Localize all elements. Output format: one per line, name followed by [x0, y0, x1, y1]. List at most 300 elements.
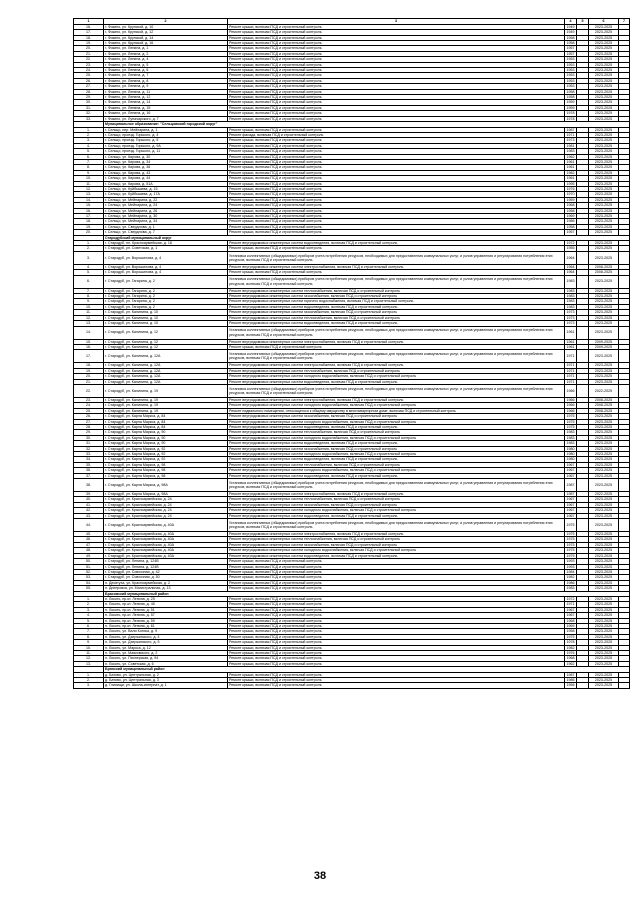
work-type-cell: Ремонт крыши, включая ПСД и строительный контроль: [228, 154, 565, 159]
row-number: 1.: [74, 127, 104, 132]
period-cell: 2022-2025: [589, 384, 619, 397]
row-number: 8.: [74, 165, 104, 170]
period-cell: 2023-2025: [589, 575, 619, 580]
address-cell: г. Стародуб, ул. Калинина, д. 12А: [104, 374, 228, 379]
address-cell: г. Сельцо, ул. Свердлова, д. 1: [104, 224, 228, 229]
period-cell: 2023-2025: [589, 532, 619, 537]
address-cell: г. Фокино, ул. Ленина, д. 12: [104, 95, 228, 100]
work-type-cell: Установка коллективных (общедомовых) приборов учета потребления ресурсов, необходимых для предоставления коммунальных услуг, и узлов управления и регулирования потребления этих ресурсов, включая ПСД и строительный контроль: [228, 251, 565, 264]
section-title: Брянский муниципальный район: [104, 667, 630, 672]
year-cell: 1986: [566, 678, 575, 683]
address-cell: г. Стародуб, ул. Советская, д. 1: [104, 246, 228, 251]
period-cell: 2023-2025: [589, 497, 619, 502]
work-type-cell: Ремонт крыши, включая ПСД и строительный контроль: [228, 170, 565, 175]
year-cell: 1962: [566, 154, 575, 159]
work-type-cell: Ремонт крыши, включая ПСД и строительный контроль: [228, 613, 565, 618]
address-cell: г. Стародуб, ул. Красноармейская, д. 40А: [104, 553, 228, 558]
year-cell: 1983: [566, 288, 575, 293]
address-cell: г. Сельцо, ул. Мейпарина, д. 26: [104, 208, 228, 213]
work-type-cell: Ремонт крыши, включая ПСД и строительный контроль: [228, 596, 565, 601]
row-number: 25.: [74, 408, 104, 413]
work-type-cell: Ремонт крыши, включая ПСД и строительный контроль: [228, 683, 565, 688]
row-number: 12.: [74, 315, 104, 320]
year-cell: 1961: [566, 344, 575, 349]
address-cell: г. Сельцо, ул. Кирова, д. 51А: [104, 181, 228, 186]
address-cell: г. Стародуб, ул. Ворошилова, д. 4: [104, 270, 228, 275]
period-cell: 2023-2025: [589, 502, 619, 507]
period-cell: 2023-2025: [589, 661, 619, 666]
row-number: 3.: [74, 251, 104, 264]
period-cell: 2023-2025: [589, 623, 619, 628]
empty-cell: [619, 384, 630, 397]
row-number: 6.: [74, 275, 104, 288]
work-type-cell: Ремонт крыши, включая ПСД и строительный контроль: [228, 602, 565, 607]
year-cell: 1975: [566, 424, 575, 429]
address-cell: г. Стародуб, ул. Калинина, д. 10: [104, 310, 228, 315]
address-cell: г. Стародуб, ул. Гагарина, д. 2: [104, 275, 228, 288]
row-number: 22.: [74, 57, 104, 62]
row-number: 28.: [74, 89, 104, 94]
year-cell: 1958: [566, 629, 575, 634]
work-type-cell: Ремонт внутридомовых инженерных систем водоотведения, включая ПСД и строительный контроль: [228, 321, 565, 326]
year-cell: 1975: [566, 548, 575, 553]
year-cell: 1959: [566, 105, 575, 110]
table-row: [74, 350, 630, 363]
period-cell: 2023-2025: [589, 569, 619, 574]
year-cell: 1983: [566, 294, 575, 299]
address-cell: г. Стародуб, ул. Калинина, д. 10: [104, 315, 228, 320]
period-cell: 2023-2025: [589, 214, 619, 219]
address-cell: г. Стародуб, ул. Гагарина, д. 2: [104, 304, 228, 309]
year-cell: 1958: [566, 208, 575, 213]
col-header-5: 5: [577, 19, 589, 25]
row-number: 11.: [74, 310, 104, 315]
period-cell: 2008-2025: [589, 408, 619, 413]
work-type-cell: Установка коллективных (общедомовых) приборов учета потребления ресурсов, необходимых для предоставления коммунальных услуг, и узлов управления и регулирования потребления этих ресурсов, включая ПСД и строительный контроль: [228, 275, 565, 288]
year-cell: 1987: [566, 492, 575, 497]
address-cell: г. Сельцо, ул. Мейпарина, д. 34: [104, 219, 228, 224]
work-type-cell: Ремонт внутридомовых инженерных систем водоотведения, включая ПСД и строительный контроль: [228, 473, 565, 478]
row-number: 23.: [74, 62, 104, 67]
address-cell: п. Локоть, пр-кт. Ленина, д. 45: [104, 602, 228, 607]
row-number: 52.: [74, 569, 104, 574]
address-cell: г. Стародуб, ул. Красноармейская, д. 24: [104, 497, 228, 502]
year-cell: 1953: [566, 78, 575, 83]
row-number: 19.: [74, 41, 104, 46]
work-type-cell: Ремонт внутридомовых инженерных систем газоснабжения, включая ПСД и строительный контроль: [228, 294, 565, 299]
work-type-cell: Ремонт внутридомовых инженерных систем электроснабжения, включая ПСД и строительный контроль: [228, 363, 565, 368]
work-type-cell: Ремонт крыши, включая ПСД и строительный контроль: [228, 651, 565, 656]
year-cell: 1982: [566, 170, 575, 175]
work-type-cell: Ремонт крыши, включая ПСД и строительный контроль: [228, 270, 565, 275]
period-cell: 2023-2025: [589, 224, 619, 229]
work-type-cell: Ремонт подвального помещения, относящегося к общему имуществу в многоквартирном доме, включая ПСД и строительный контроль: [228, 408, 565, 413]
work-type-cell: Ремонт крыши, включая ПСД и строительный контроль: [228, 230, 565, 235]
period-cell: 2023-2025: [589, 350, 619, 363]
period-cell: 2023-2025: [589, 542, 619, 547]
row-number: 51.: [74, 564, 104, 569]
period-cell: 2023-2025: [589, 414, 619, 419]
row-number: 18.: [74, 363, 104, 368]
period-cell: 2023-2025: [589, 68, 619, 73]
row-number: 3.: [74, 138, 104, 143]
period-cell: 2023-2025: [589, 683, 619, 688]
row-number: 13.: [74, 661, 104, 666]
work-type-cell: Ремонт крыши, включая ПСД и строительный контроль: [228, 95, 565, 100]
work-type-cell: Ремонт внутридомовых инженерных систем теплоснабжения, включая ПСД и строительный контроль: [228, 315, 565, 320]
address-cell: г. Стародуб, ул. Красноармейская, д. 40А: [104, 548, 228, 553]
period-cell: 2023-2025: [589, 230, 619, 235]
address-cell: п. Локоть, пр-кт. Ленина, д. 57: [104, 613, 228, 618]
period-cell: 2008-2025: [589, 403, 619, 408]
section-title: Брасовский муниципальный район: [104, 591, 630, 596]
row-number: 28.: [74, 424, 104, 429]
period-cell: 2023-2025: [589, 203, 619, 208]
address-cell: г. Сельцо, ул. Кирова, д. 43: [104, 170, 228, 175]
work-type-cell: Ремонт внутридомовых инженерных систем водоотведения, включая ПСД и строительный контроль: [228, 304, 565, 309]
work-type-cell: Ремонт фасада, включая ПСД и строительный контроль: [228, 132, 565, 137]
col-header-1: 1: [74, 19, 104, 25]
empty-cell: [577, 519, 589, 532]
row-number: 26.: [74, 78, 104, 83]
year-cell: 1961: [566, 339, 575, 344]
address-cell: п. Локоть, ул. Советская, д. 6: [104, 661, 228, 666]
year-cell: 1967: [566, 508, 575, 513]
work-type-cell: Ремонт крыши, включая ПСД и строительный контроль: [228, 149, 565, 154]
period-cell: 2022-2025: [589, 492, 619, 497]
work-type-cell: Ремонт крыши, включая ПСД и строительный контроль: [228, 607, 565, 612]
year-cell: 1971: [566, 379, 575, 384]
row-number: 27.: [74, 419, 104, 424]
work-type-cell: Ремонт внутридомовых инженерных систем водоотведения, включая ПСД и строительный контроль: [228, 379, 565, 384]
row-number: 16.: [74, 208, 104, 213]
year-cell: 1972: [566, 241, 575, 246]
year-cell: 1964: [565, 251, 577, 264]
year-cell: 1993: [566, 564, 575, 569]
address-cell: г. Стародуб, ул. Карла Маркса, д. 98: [104, 462, 228, 467]
period-cell: 2023-2025: [589, 473, 619, 478]
address-cell: п. Локоть, ул. Маяковского, д. 2: [104, 651, 228, 656]
period-cell: 2023-2025: [589, 629, 619, 634]
row-number: 1.: [74, 672, 104, 677]
row-number: 17.: [74, 30, 104, 35]
row-number: 31.: [74, 441, 104, 446]
empty-cell: [619, 350, 630, 363]
year-cell: 1968: [566, 203, 575, 208]
work-type-cell: Ремонт крыши, включая ПСД и строительный контроль: [228, 203, 565, 208]
work-type-cell: Ремонт крыши, включая ПСД и строительный контроль: [228, 111, 565, 116]
work-type-cell: Ремонт крыши, включая ПСД и строительный контроль: [228, 68, 565, 73]
address-cell: г. Фокино, ул. Ленина, д. 11: [104, 89, 228, 94]
year-cell: 1982: [566, 645, 575, 650]
year-cell: 1962: [566, 661, 575, 666]
period-cell: 2023-2025: [589, 192, 619, 197]
period-cell: 2023-2025: [589, 84, 619, 89]
period-cell: 2023-2025: [589, 294, 619, 299]
address-cell: г. Стародуб, ул. Калинина, д. 19: [104, 403, 228, 408]
year-cell: 1958: [566, 41, 575, 46]
year-cell: 1972: [566, 596, 575, 601]
work-type-cell: Ремонт крыши, включая ПСД и строительный контроль: [228, 159, 565, 164]
address-cell: г. Сельцо, ул. Кирова, д. 36: [104, 165, 228, 170]
address-cell: п. Локоть, ул. Вали Котика, д. 9: [104, 629, 228, 634]
address-cell: г. Стародуб, ул. Карла Маркса, д. 98А: [104, 492, 228, 497]
period-cell: 2023-2025: [589, 181, 619, 186]
period-cell: 2023-2025: [589, 143, 619, 148]
address-cell: г. Стародуб, ул. Ленина, д. 124В: [104, 564, 228, 569]
address-cell: г. Стародуб, ул. Совхозная, д. 42: [104, 569, 228, 574]
row-number: 50.: [74, 559, 104, 564]
row-number: 14.: [74, 197, 104, 202]
period-cell: 2023-2025: [589, 138, 619, 143]
year-cell: 1995: [566, 181, 575, 186]
row-number: 16.: [74, 24, 104, 29]
period-cell: 2023-2025: [589, 51, 619, 56]
empty-cell: [619, 683, 630, 688]
table-row: [74, 384, 630, 397]
work-type-cell: Ремонт внутридомовых инженерных систем теплоснабжения, включая ПСД и строительный контроль: [228, 462, 565, 467]
row-number: 39.: [74, 492, 104, 497]
year-cell: 1983: [566, 586, 575, 591]
year-cell: 1959: [566, 197, 575, 202]
period-cell: 2023-2025: [589, 424, 619, 429]
row-number: 12.: [74, 656, 104, 661]
address-cell: г. Стародуб, ул. Ворошилова, д. 4: [104, 264, 228, 269]
period-cell: 2023-2025: [589, 111, 619, 116]
year-cell: 1967: [566, 607, 575, 612]
section-title: Стародубский муниципальный округ: [104, 235, 630, 240]
year-cell: 1973: [566, 310, 575, 315]
period-cell: 2023-2025: [589, 326, 619, 339]
empty-cell: [577, 326, 589, 339]
year-cell: 1968: [566, 618, 575, 623]
address-cell: г. Сельцо, ул. Мейпарина, д. 24: [104, 203, 228, 208]
address-cell: г. Фокино, ул. Ленина, д. 4: [104, 57, 228, 62]
table-row: [74, 275, 630, 288]
work-type-cell: Ремонт крыши, включая ПСД и строительный контроль: [228, 51, 565, 56]
year-cell: 1971: [566, 374, 575, 379]
period-cell: 2023-2025: [589, 46, 619, 51]
work-type-cell: Ремонт внутридомовых инженерных систем электроснабжения, включая ПСД и строительный контроль: [228, 492, 565, 497]
work-type-cell: Ремонт крыши, включая ПСД и строительный контроль: [228, 208, 565, 213]
work-type-cell: Ремонт внутридомовых инженерных систем электроснабжения, включая ПСД и строительный контроль: [228, 339, 565, 344]
work-type-cell: Ремонт внутридомовых инженерных систем горячего водоснабжения, включая ПСД и строительный контроль: [228, 299, 565, 304]
year-cell: 1958: [566, 224, 575, 229]
year-cell: 1967: [566, 613, 575, 618]
address-cell: г. Сельцо, пер. Мейпарина, д. 1: [104, 127, 228, 132]
period-cell: 2023-2025: [589, 537, 619, 542]
row-number: 7.: [74, 159, 104, 164]
address-cell: г. Стародуб, ул. Гагарина, д. 2: [104, 299, 228, 304]
year-cell: 1969: [566, 623, 575, 628]
work-type-cell: Ремонт крыши, включая ПСД и строительный контроль: [228, 656, 565, 661]
address-cell: г. Стародуб, ул. Карла Маркса, д. 98: [104, 473, 228, 478]
period-cell: 2023-2025: [589, 100, 619, 105]
address-cell: г. Стародуб, ул. Ворошилова, д. 4: [104, 251, 228, 264]
row-number: 37.: [74, 473, 104, 478]
work-type-cell: Ремонт внутридомовых инженерных систем холодного водоснабжения, включая ПСД и строительный контроль: [228, 452, 565, 457]
address-cell: г. Стародуб, ул. Красноармейская, д. 40А: [104, 542, 228, 547]
row-number: 20.: [74, 230, 104, 235]
row-number: 47.: [74, 542, 104, 547]
address-cell: п. Локоть, пр-кт. Ленина, д. 25: [104, 596, 228, 601]
work-type-cell: Ремонт крыши, включая ПСД и строительный контроль: [228, 186, 565, 191]
work-type-cell: Ремонт крыши, включая ПСД и строительный контроль: [228, 89, 565, 94]
row-number: 1.: [74, 241, 104, 246]
work-type-cell: Ремонт крыши, включая ПСД и строительный контроль: [228, 84, 565, 89]
table-row: [74, 479, 630, 492]
address-cell: г. Сельцо, ул. Куйбышева, д. 17А: [104, 192, 228, 197]
row-number: 10.: [74, 176, 104, 181]
work-type-cell: Ремонт крыши, включая ПСД и строительный контроль: [228, 214, 565, 219]
year-cell: 1980: [566, 446, 575, 451]
row-number: 45.: [74, 532, 104, 537]
period-cell: 2023-2025: [589, 379, 619, 384]
row-number: 23.: [74, 397, 104, 402]
period-cell: 2023-2025: [589, 73, 619, 78]
work-type-cell: Ремонт крыши, включая ПСД и строительный контроль: [228, 143, 565, 148]
address-cell: г. Фокино, ул. Крупской, д. 14: [104, 35, 228, 40]
work-type-cell: Ремонт крыши, включая ПСД и строительный контроль: [228, 580, 565, 585]
year-cell: 1975: [566, 634, 575, 639]
year-cell: 1958: [566, 95, 575, 100]
year-cell: 1953: [566, 62, 575, 67]
period-cell: 2023-2025: [589, 89, 619, 94]
address-cell: п. Локоть, пр-кт. Ленина, д. 51: [104, 607, 228, 612]
work-type-cell: Ремонт крыши, включая ПСД и строительный контроль: [228, 41, 565, 46]
period-cell: 2023-2025: [589, 219, 619, 224]
row-number: 24.: [74, 68, 104, 73]
row-number: 25.: [74, 73, 104, 78]
year-cell: 1975: [566, 532, 575, 537]
empty-cell: [577, 350, 589, 363]
row-number: 15.: [74, 203, 104, 208]
row-number: 24.: [74, 403, 104, 408]
work-type-cell: Ремонт крыши, включая ПСД и строительный контроль: [228, 46, 565, 51]
work-type-cell: Установка коллективных (общедомовых) приборов учета потребления ресурсов, необходимых для предоставления коммунальных услуг, и узлов управления и регулирования потребления этих ресурсов, включая ПСД и строительный контроль: [228, 479, 565, 492]
row-number: 27.: [74, 84, 104, 89]
period-cell: 2023-2025: [589, 154, 619, 159]
address-cell: г. Сельцо, проезд. Горького, д. 5: [104, 138, 228, 143]
address-cell: г. Стародуб, ул. Карла Маркса, д. 92: [104, 446, 228, 451]
period-cell: 2023-2025: [589, 57, 619, 62]
year-cell: 1955: [566, 246, 575, 251]
table-row: [74, 251, 630, 264]
row-number: 10.: [74, 645, 104, 650]
address-cell: г. Стародуб, ул. Ленина, д. 124В: [104, 559, 228, 564]
empty-cell: [619, 275, 630, 288]
table-row: [74, 683, 630, 688]
work-type-cell: Ремонт крыши, включая ПСД и строительный контроль: [228, 344, 565, 349]
row-number: 18.: [74, 219, 104, 224]
year-cell: 1961: [566, 159, 575, 164]
address-cell: г. Фокино, ул. Ленина, д. 14: [104, 100, 228, 105]
repair-program-table: [73, 18, 630, 689]
period-cell: 2023-2025: [589, 159, 619, 164]
address-cell: г. Стародуб, ул. Калинина, д. 12: [104, 344, 228, 349]
year-cell: 1975: [566, 542, 575, 547]
address-cell: г. Стародуб, ул. Гагарина, д. 2: [104, 294, 228, 299]
period-cell: 2023-2025: [589, 251, 619, 264]
row-number: 2.: [74, 678, 104, 683]
address-cell: г. Стародуб, ул. Калинина, д. 12: [104, 339, 228, 344]
work-type-cell: Ремонт крыши, включая ПСД и строительный контроль: [228, 618, 565, 623]
address-cell: г. Стародуб, ул. Красноармейская, д. 24: [104, 502, 228, 507]
year-cell: 1971: [566, 132, 575, 137]
year-cell: 1973: [566, 138, 575, 143]
work-type-cell: Ремонт крыши, включая ПСД и строительный контроль: [228, 564, 565, 569]
year-cell: 1993: [566, 559, 575, 564]
row-number: 54.: [74, 580, 104, 585]
work-type-cell: Ремонт внутридомовых инженерных систем теплоснабжения, включая ПСД и строительный контроль: [228, 497, 565, 502]
row-number: 21.: [74, 51, 104, 56]
year-cell: 1986: [566, 580, 575, 585]
period-cell: 2023-2025: [589, 363, 619, 368]
row-number: 9.: [74, 299, 104, 304]
work-type-cell: Ремонт крыши, включая ПСД и строительный контроль: [228, 634, 565, 639]
work-type-cell: Ремонт крыши, включая ПСД и строительный контроль: [228, 105, 565, 110]
empty-cell: [619, 479, 630, 492]
year-cell: 1987: [566, 127, 575, 132]
work-type-cell: Ремонт внутридомовых инженерных систем электроснабжения, включая ПСД и строительный контроль: [228, 264, 565, 269]
work-type-cell: Ремонт крыши, включая ПСД и строительный контроль: [228, 100, 565, 105]
period-cell: 2023-2025: [589, 288, 619, 293]
period-cell: 2023-2025: [589, 241, 619, 246]
work-type-cell: Ремонт внутридомовых инженерных систем холодного водоснабжения, включая ПСД и строительный контроль: [228, 403, 565, 408]
work-type-cell: Ремонт крыши, включая ПСД и строительный контроль: [228, 629, 565, 634]
year-cell: 1971: [566, 602, 575, 607]
period-cell: 2023-2025: [589, 580, 619, 585]
address-cell: г. Фокино, ул. Крупской, д. 16: [104, 41, 228, 46]
table-row: [74, 519, 630, 532]
year-cell: 1966: [565, 384, 577, 397]
address-cell: г. Стародуб, ул. Красноармейская, д. 40А: [104, 519, 228, 532]
row-number: 13.: [74, 192, 104, 197]
period-cell: 2023-2025: [589, 548, 619, 553]
address-cell: г. Стародуб, ул. Карла Маркса, д. 90: [104, 435, 228, 440]
work-type-cell: Ремонт внутридомовых инженерных систем теплоснабжения, включая ПСД и строительный контроль: [228, 537, 565, 542]
period-cell: 2023-2025: [589, 197, 619, 202]
year-cell: 1966: [566, 397, 575, 402]
period-cell: 2008-2025: [589, 264, 619, 269]
work-type-cell: Ремонт внутридомовых инженерных систем холодного водоснабжения, включая ПСД и строительный контроль: [228, 468, 565, 473]
year-cell: 1978: [566, 640, 575, 645]
year-cell: 1957: [566, 46, 575, 51]
period-cell: 2023-2025: [589, 479, 619, 492]
row-number: 31.: [74, 105, 104, 110]
work-type-cell: Ремонт внутридомовых инженерных систем водоотведения, включая ПСД и строительный контроль: [228, 424, 565, 429]
period-cell: 2023-2025: [589, 645, 619, 650]
address-cell: г. Стародуб, ул. Калинина, д. 12А: [104, 368, 228, 373]
row-number: 4.: [74, 143, 104, 148]
period-cell: 2023-2025: [589, 186, 619, 191]
row-number: 8.: [74, 634, 104, 639]
row-number: 34.: [74, 457, 104, 462]
address-cell: г. Фокино, ул. Крупской, д. 12: [104, 30, 228, 35]
row-number: 13.: [74, 321, 104, 326]
period-cell: 2023-2025: [589, 78, 619, 83]
work-type-cell: Ремонт крыши, включая ПСД и строительный контроль: [228, 678, 565, 683]
period-cell: 2023-2025: [589, 310, 619, 315]
work-type-cell: Установка коллективных (общедомовых) приборов учета потребления ресурсов, необходимых для предоставления коммунальных услуг, и узлов управления и регулирования потребления этих ресурсов, включая ПСД и строительный контроль: [228, 350, 565, 363]
address-cell: д. Глинищи, ул. Школа-интернат, д. 1: [104, 683, 228, 688]
period-cell: 2023-2025: [589, 559, 619, 564]
period-cell: 2023-2025: [589, 127, 619, 132]
year-cell: 1978: [566, 111, 575, 116]
row-number: 44.: [74, 519, 104, 532]
work-type-cell: Ремонт внутридомовых инженерных систем теплоснабжения, включая ПСД и строительный контроль: [228, 430, 565, 435]
address-cell: п. Локоть, ул. Дзержинского, д. 4: [104, 634, 228, 639]
